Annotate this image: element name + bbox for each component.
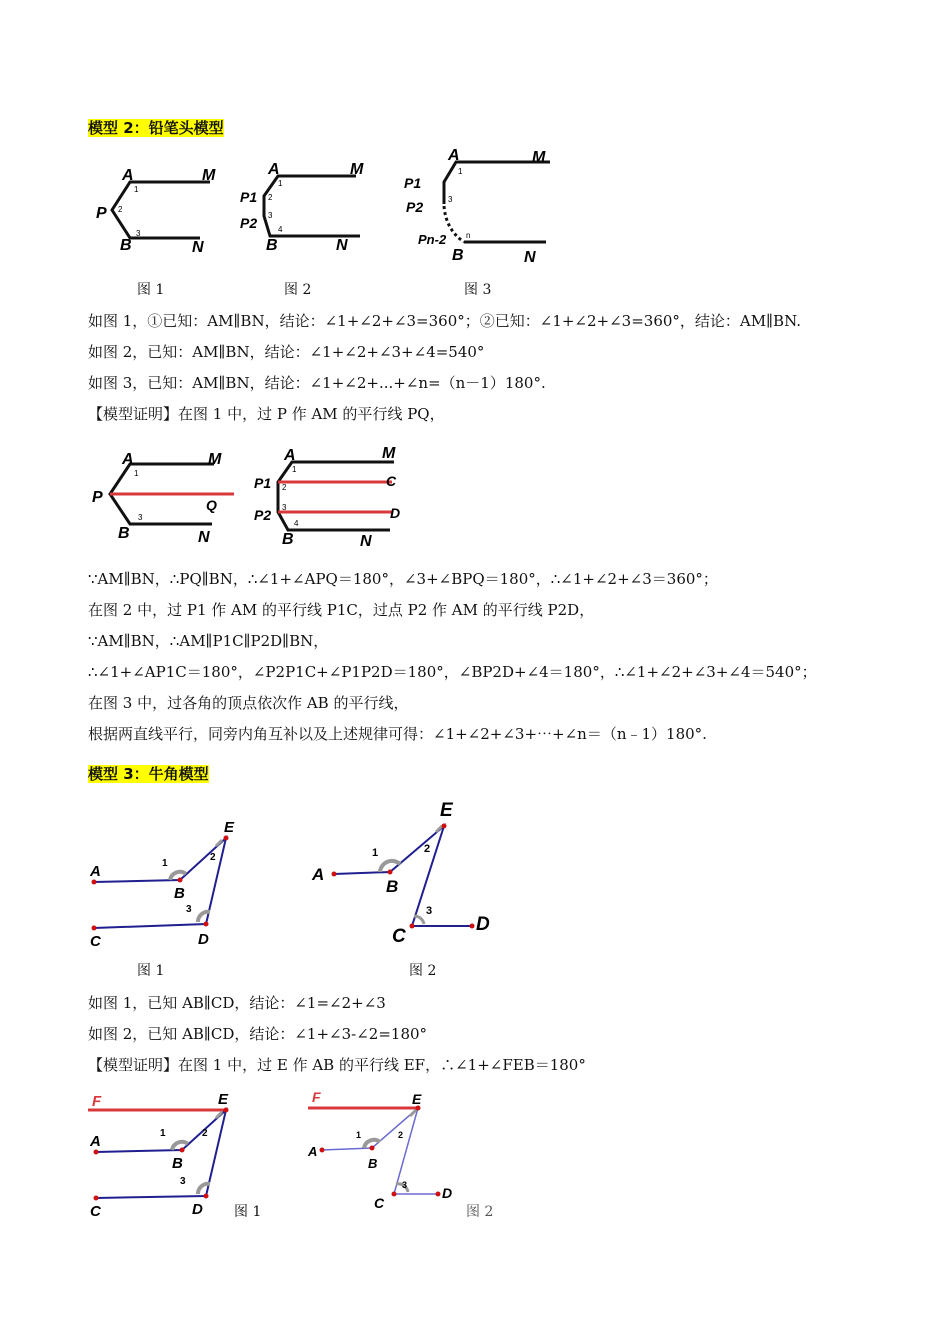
m2-caption-fig1: 图 1 (137, 282, 165, 298)
m2-caption-fig3: 图 3 (464, 282, 492, 298)
m3pf1-label-D: D (192, 1201, 203, 1218)
m3f1-angle-2: 2 (210, 852, 216, 863)
m3pf2-label-C: C (374, 1195, 385, 1211)
m3f1-label-A: A (90, 863, 101, 880)
m2f1-angle-3: 3 (136, 229, 141, 238)
m2pf2-angle-3: 3 (282, 503, 287, 512)
m3pf1-angle-1: 1 (160, 1128, 166, 1139)
m2f1-label-B: B (120, 237, 132, 254)
m3f1-label-D: D (198, 931, 209, 948)
model3-title-text: 模型 3：牛角模型 (88, 765, 209, 783)
m2f1-label-N: N (192, 239, 204, 256)
m2f2-label-A: A (268, 161, 280, 178)
m2-proof-intro: 【模型证明】在图 1 中，过 P 作 AM 的平行线 PQ， (88, 405, 445, 423)
m2pf2-angle-4: 4 (294, 519, 299, 528)
m2f3-angle-3: 3 (448, 195, 453, 204)
m2-proof-line-5: 在图 3 中，过各角的顶点依次作 AB 的平行线， (88, 694, 409, 712)
m2-figure-2 (238, 158, 368, 258)
m2-proof-line-6: 根据两直线平行，同旁内角互补以及上述规律可得：∠1+∠2+∠3+⋯+∠n＝（n﹣1）180°. (88, 725, 707, 743)
m3-proof-caption-fig2: 图 2 (466, 1204, 494, 1220)
m3-figure-2 (306, 796, 506, 952)
m3f1-angle-1: 1 (162, 858, 168, 869)
m3f1-label-B: B (174, 885, 185, 902)
m2pf1-label-P: P (92, 489, 103, 506)
m2-proof-line-4: ∴∠1+∠AP1C＝180°，∠P2P1C+∠P1P2D＝180°，∠BP2D+∠4＝180°，∴∠1+∠2+∠3+∠4＝540°； (88, 663, 817, 681)
m2pf1-label-B: B (118, 525, 130, 542)
m2pf2-label-A: A (284, 447, 296, 464)
m2f3-angle-n: n (466, 231, 471, 240)
m3pf2-angle-2: 2 (398, 1130, 404, 1140)
m3-caption-fig2: 图 2 (409, 963, 437, 979)
m3f2-angle-3: 3 (426, 905, 433, 917)
model2-title (88, 118, 224, 138)
m2-figure-1 (92, 160, 222, 260)
m2f2-angle-2: 2 (268, 193, 273, 202)
m2f3-label-A: A (448, 147, 460, 164)
model3-title (88, 764, 209, 784)
m3pf1-label-E: E (218, 1091, 229, 1108)
m2f2-label-M: M (350, 161, 364, 178)
m2pf2-label-N: N (360, 533, 372, 550)
m3pf1-label-B: B (172, 1155, 183, 1172)
m2f3-label-P2: P2 (406, 199, 424, 215)
m2f2-label-P1: P1 (240, 189, 258, 205)
m2pf2-label-B: B (282, 531, 294, 548)
m3pf2-label-E: E (412, 1091, 422, 1107)
m3f1-label-E: E (224, 819, 235, 836)
m2pf2-label-P1: P1 (254, 475, 272, 491)
m2f1-label-M: M (202, 167, 216, 184)
m3f1-angle-3: 3 (186, 904, 192, 915)
m3-proof-intro: 【模型证明】在图 1 中，过 E 作 AB 的平行线 EF，∴∠1+∠FEB＝180° (88, 1056, 586, 1074)
m2pf2-label-D: D (390, 505, 401, 521)
m3-figure-1 (86, 816, 256, 956)
m2f2-angle-3: 3 (268, 211, 273, 220)
m2f3-label-Pn2: Pn-2 (418, 232, 447, 247)
m2f1-label-P: P (96, 205, 107, 222)
m3f2-angle-2: 2 (424, 843, 431, 855)
m3pf2-angle-1: 1 (356, 1130, 362, 1140)
m2f3-angle-1: 1 (458, 167, 463, 176)
m3f2-label-B: B (386, 877, 399, 896)
m3f2-label-E: E (440, 800, 453, 821)
m2pf1-label-A: A (122, 451, 134, 468)
m3f1-label-C: C (90, 933, 101, 950)
m2pf1-label-N: N (198, 529, 210, 546)
m2f2-label-B: B (266, 237, 278, 254)
m2pf2-label-C: C (386, 473, 397, 489)
m3pf2-label-B: B (368, 1156, 378, 1171)
m3pf1-label-A: A (90, 1133, 101, 1150)
m2-statement-2: 如图 2，已知：AM∥BN，结论：∠1+∠2+∠3+∠4=540° (88, 343, 485, 361)
m2f1-label-A: A (122, 167, 134, 184)
m3-proof-figure-1 (84, 1090, 244, 1220)
m2f1-angle-1: 1 (134, 185, 139, 194)
m2f1-angle-2: 2 (118, 205, 123, 214)
m2-proof-figure-2 (252, 440, 412, 550)
m2pf2-label-M: M (382, 445, 396, 462)
m2-proof-line-1: ∵AM∥BN，∴PQ∥BN，∴∠1+∠APQ＝180°，∠3+∠BPQ＝180°，∴∠1+∠2+∠3＝360°； (88, 570, 718, 588)
m3pf2-label-F: F (312, 1089, 321, 1105)
m3-statement-1: 如图 1，已知 AB∥CD，结论：∠1=∠2+∠3 (88, 994, 386, 1012)
m2f3-label-M: M (532, 149, 546, 166)
m3pf1-angle-3: 3 (180, 1176, 186, 1187)
m3pf1-label-F: F (92, 1093, 102, 1110)
m2-proof-line-3: ∵AM∥BN，∴AM∥P1C∥P2D∥BN， (88, 632, 329, 650)
m3pf2-angle-3: 3 (402, 1180, 408, 1190)
m2pf2-label-P2: P2 (254, 507, 272, 523)
m3f2-label-A: A (312, 865, 325, 884)
m2f2-label-N: N (336, 237, 348, 254)
m2f2-angle-4: 4 (278, 225, 283, 234)
m2pf1-angle-1: 1 (134, 469, 139, 478)
m2-proof-line-2: 在图 2 中，过 P1 作 AM 的平行线 P1C，过点 P2 作 AM 的平行线 P2D， (88, 601, 595, 619)
m2-statement-1: 如图 1，①已知：AM∥BN，结论：∠1+∠2+∠3=360°；②已知：∠1+∠2+∠3=360°，结论：AM∥BN. (88, 312, 802, 330)
m2-statement-3: 如图 3，已知：AM∥BN，结论：∠1+∠2+...+∠n=（n－1）180°. (88, 374, 546, 392)
m2f2-label-P2: P2 (240, 215, 258, 231)
m2f3-label-P1: P1 (404, 175, 422, 191)
m3-proof-caption-fig1: 图 1 (234, 1204, 262, 1220)
m2f2-angle-1: 1 (278, 179, 283, 188)
model2-title-text: 模型 2：铅笔头模型 (88, 119, 224, 137)
m3pf2-label-A: A (308, 1144, 318, 1159)
m3f2-label-D: D (476, 914, 490, 935)
m2pf2-angle-2: 2 (282, 483, 287, 492)
m2pf1-label-Q: Q (206, 497, 217, 513)
m2pf2-angle-1: 1 (292, 465, 297, 474)
m3-caption-fig1: 图 1 (137, 963, 165, 979)
m2pf1-label-M: M (208, 451, 222, 468)
m3pf1-angle-2: 2 (202, 1128, 208, 1139)
m2-caption-fig2: 图 2 (284, 282, 312, 298)
m2-figure-3 (400, 146, 560, 266)
m3pf2-label-D: D (442, 1185, 453, 1201)
m2f3-label-N: N (524, 249, 536, 266)
m3f2-label-C: C (392, 926, 406, 947)
m2f3-label-B: B (452, 247, 464, 264)
m2-proof-figure-1 (88, 446, 238, 546)
m3-proof-figure-2 (304, 1086, 464, 1216)
m2pf1-angle-3: 3 (138, 513, 143, 522)
m3pf1-label-C: C (90, 1203, 101, 1220)
m3-statement-2: 如图 2，已知 AB∥CD，结论：∠1+∠3-∠2=180° (88, 1025, 428, 1043)
m3f2-angle-1: 1 (372, 847, 379, 859)
